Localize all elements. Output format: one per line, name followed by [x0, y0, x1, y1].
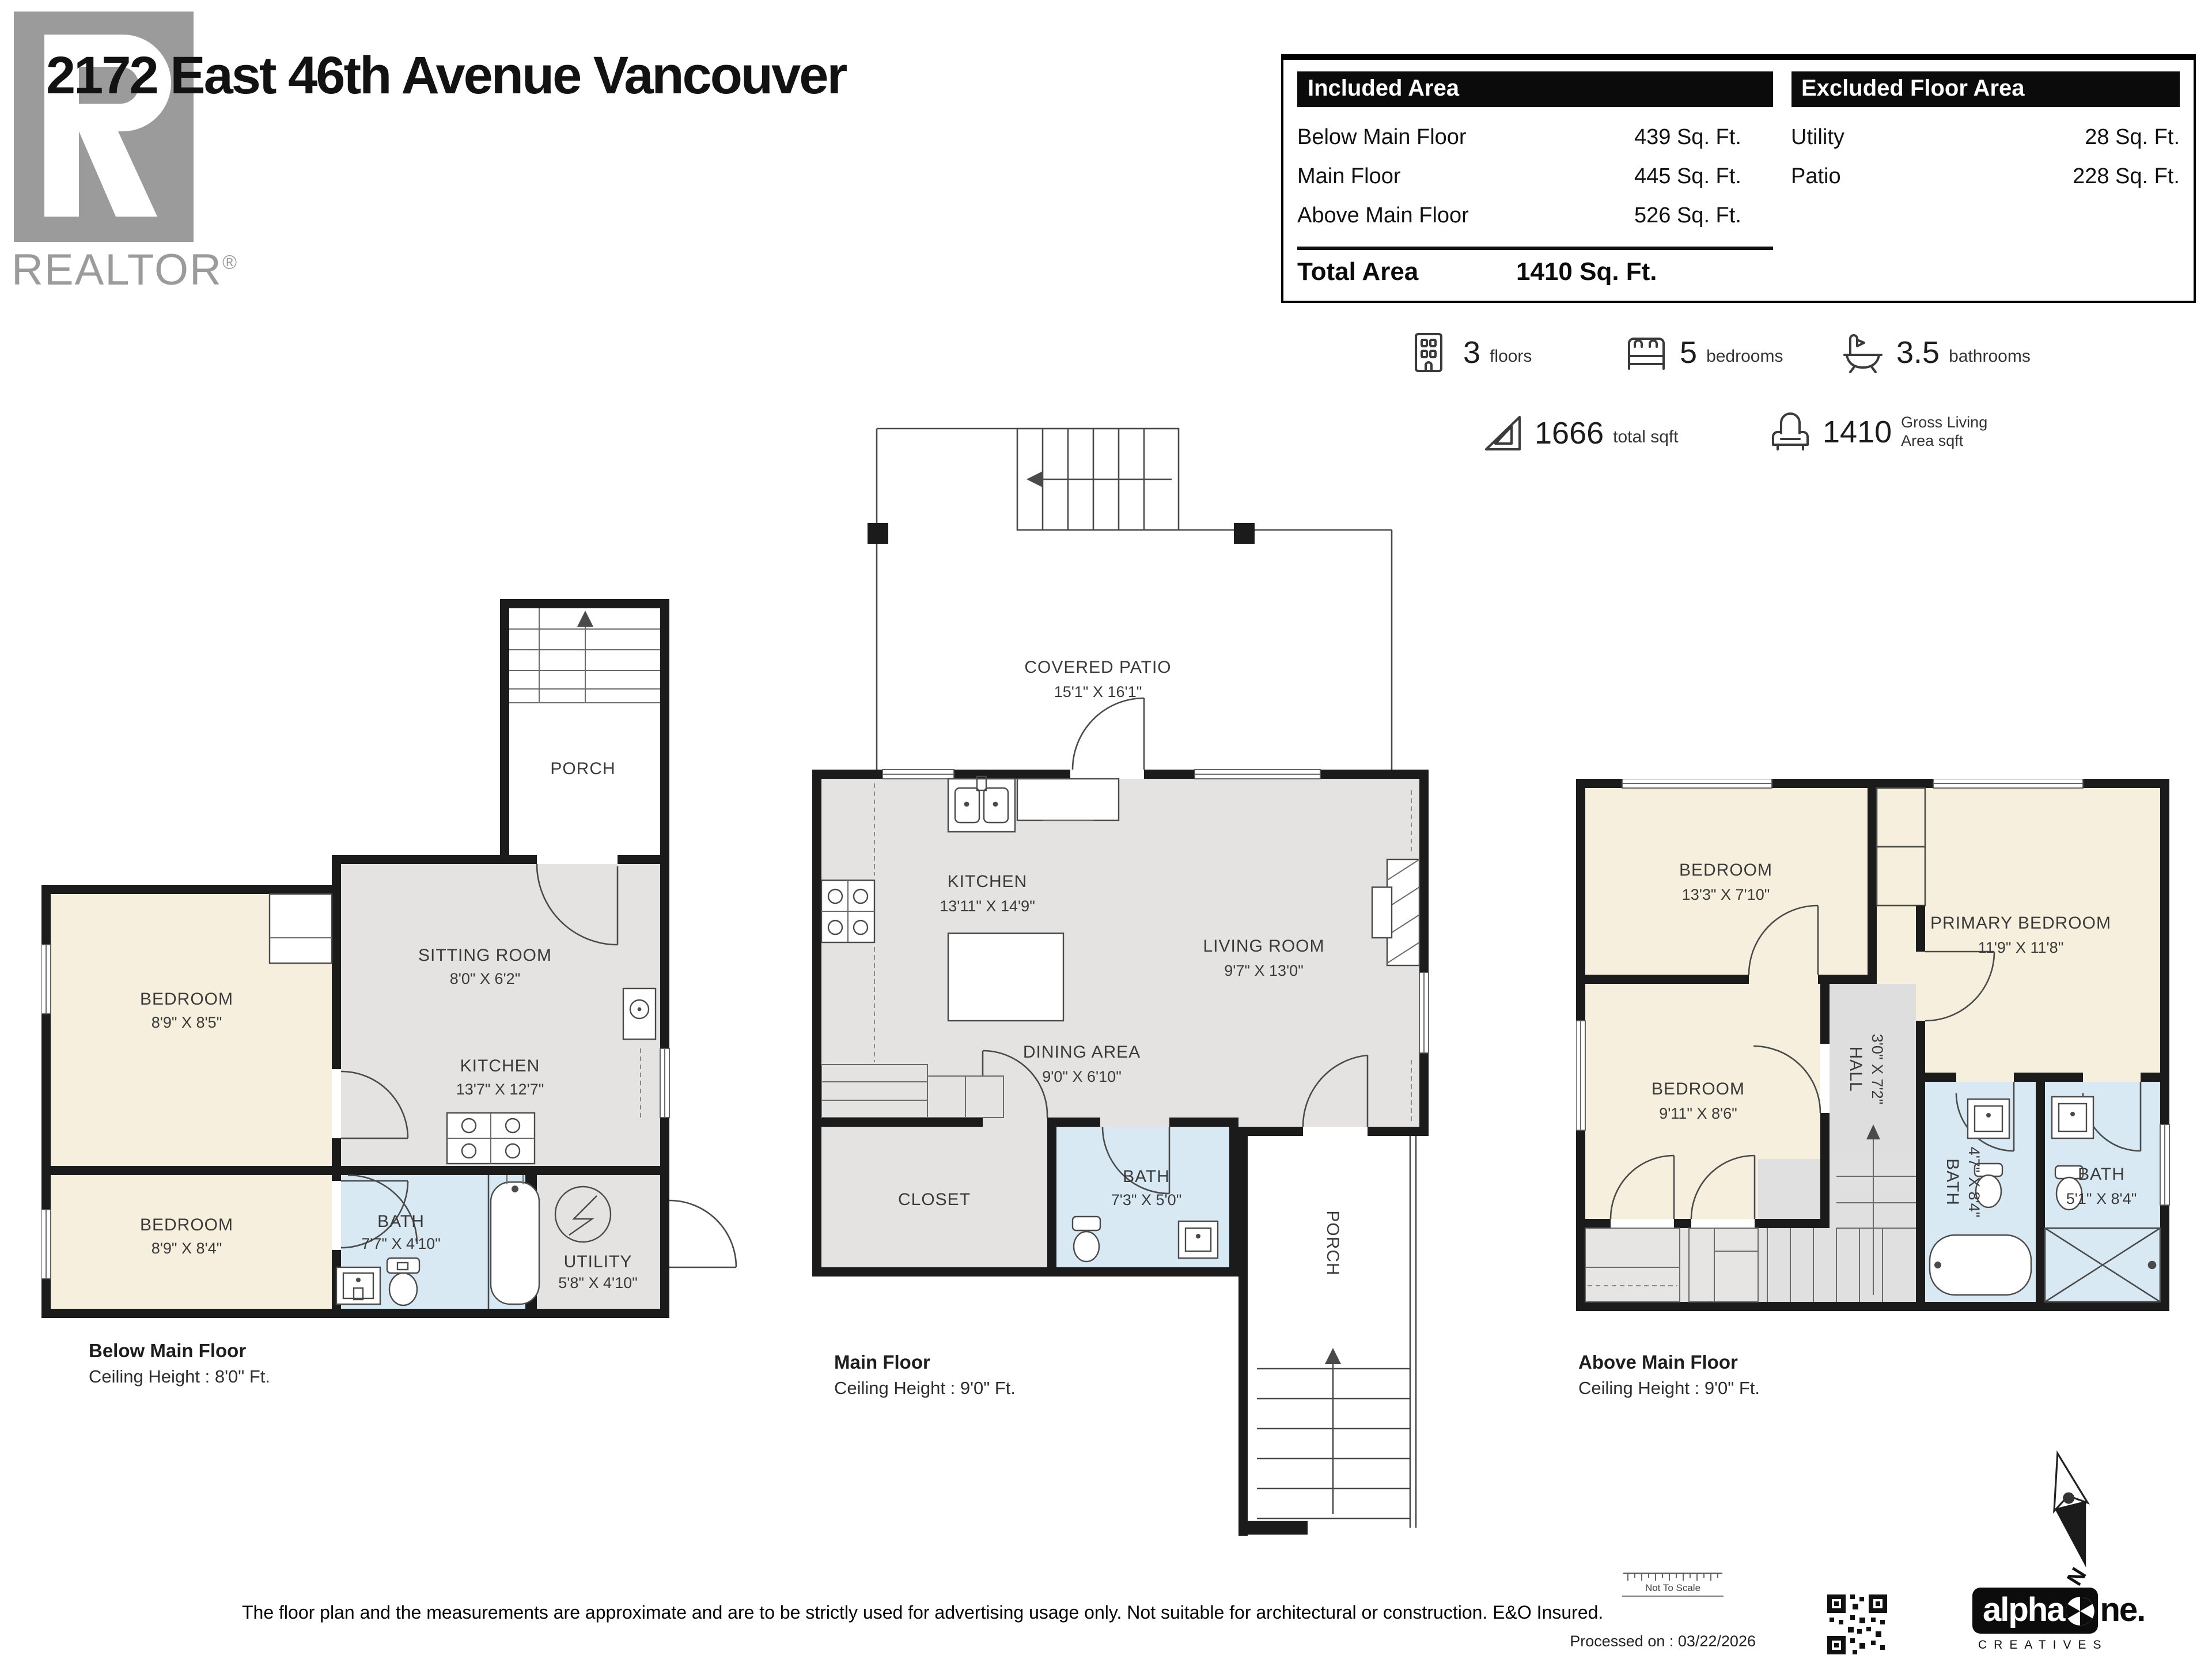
room-label: BEDROOM	[1651, 1080, 1745, 1099]
svg-text:9'0" X 6'10": 9'0" X 6'10"	[1042, 1068, 1122, 1085]
stat-gross-living: 1410 Gross Living Area sqft	[1767, 408, 1987, 456]
svg-text:8'9" X 8'4": 8'9" X 8'4"	[151, 1240, 222, 1257]
table-row: Patio 228 Sq. Ft.	[1791, 165, 2180, 190]
building-icon	[1408, 329, 1454, 376]
room-label: KITCHEN	[947, 872, 1028, 891]
svg-text:13'3" X 7'10": 13'3" X 7'10"	[1681, 886, 1770, 903]
toilet-icon	[1073, 1217, 1100, 1262]
stat-floors: 3 floors	[1408, 329, 1532, 376]
window	[41, 945, 51, 1014]
north-arrow-icon	[2035, 1447, 2108, 1605]
room-label: BATH	[377, 1212, 425, 1231]
sink-icon	[336, 1267, 380, 1304]
floor-plan-above-main	[1576, 779, 2212, 1320]
window	[660, 1048, 669, 1118]
disclaimer-text: The floor plan and the measurements are approximate and are to be strictly used for advertising usage only. Not suitable for architectural or construction. E&O Insured.	[242, 1604, 1604, 1623]
window	[1622, 779, 1772, 788]
room-label: BEDROOM	[1679, 861, 1773, 880]
stat-bathrooms: 3.5 bathrooms	[1839, 329, 2031, 376]
alphaone-creatives-logo: alpha ne. CREATIVES	[1972, 1588, 2145, 1652]
window	[1419, 972, 1429, 1053]
armchair-icon	[1767, 408, 1813, 456]
room-label: LIVING ROOM	[1203, 937, 1325, 956]
area-summary-table	[1281, 54, 2196, 302]
total-area-row: Total Area 1410 Sq. Ft.	[1297, 246, 1772, 286]
sink-icon	[1179, 1221, 1218, 1258]
shower-icon	[2045, 1228, 2160, 1302]
bathtub-icon	[1839, 329, 1887, 376]
caption-above-main: Above Main Floor Ceiling Height : 9'0" Ft.	[1578, 1353, 1760, 1399]
stat-bedrooms: 5 bedrooms	[1622, 329, 1783, 376]
svg-text:13'11" X 14'9": 13'11" X 14'9"	[940, 897, 1035, 915]
bathtub-fixture	[491, 1175, 539, 1304]
sink-icon	[1968, 1099, 2009, 1138]
room-label: PRIMARY BEDROOM	[1930, 914, 2111, 933]
svg-text:8'9" X 8'5": 8'9" X 8'5"	[151, 1014, 222, 1031]
room-label: PORCH	[550, 759, 616, 778]
floor-plan-below-main	[41, 599, 756, 1327]
room-label: DINING AREA	[1022, 1043, 1141, 1062]
sink-icon	[2052, 1097, 2093, 1138]
room-label: BATH	[1943, 1158, 1962, 1206]
svg-text:9'11" X 8'6": 9'11" X 8'6"	[1659, 1105, 1737, 1122]
svg-text:4'7" X 8'4": 4'7" X 8'4"	[1965, 1146, 1983, 1218]
table-row: Above Main Floor 526 Sq. Ft.	[1297, 204, 1741, 229]
svg-text:15'1" X 16'1": 15'1" X 16'1"	[1054, 683, 1142, 700]
stove-icon	[447, 1113, 535, 1164]
svg-text:7'7" X 4'10": 7'7" X 4'10"	[361, 1235, 441, 1252]
table-row: Below Main Floor 439 Sq. Ft.	[1297, 126, 1741, 150]
processed-date: Processed on : 03/22/2026	[1570, 1633, 1756, 1650]
kitchen-island	[948, 933, 1063, 1021]
bed-icon	[1622, 329, 1671, 376]
caption-below-main: Below Main Floor Ceiling Height : 8'0" Ft.	[89, 1341, 271, 1387]
kitchen-sink-icon	[948, 777, 1015, 832]
window	[1195, 770, 1320, 779]
room-label: BEDROOM	[139, 990, 234, 1009]
bathtub-fixture	[1930, 1235, 2031, 1295]
room-label: HALL	[1846, 1046, 1865, 1092]
gross-living-label: Gross Living Area sqft	[1901, 413, 1988, 449]
svg-text:N: N	[2062, 1563, 2092, 1590]
window	[2160, 1124, 2169, 1205]
svg-text:3'0" X 7'2": 3'0" X 7'2"	[1869, 1033, 1886, 1105]
window	[1576, 1021, 1585, 1130]
caption-main: Main Floor Ceiling Height : 9'0" Ft.	[834, 1353, 1016, 1399]
qr-code	[1825, 1592, 1889, 1659]
stat-total-sqft: 1666 total sqft	[1479, 410, 1679, 456]
svg-text:9'7" X 13'0": 9'7" X 13'0"	[1224, 962, 1304, 979]
room-label: UTILITY	[563, 1252, 632, 1271]
svg-text:11'9" X 11'8": 11'9" X 11'8"	[1978, 939, 2064, 956]
svg-text:Not To Scale: Not To Scale	[1645, 1582, 1701, 1593]
room-label: BATH	[2078, 1165, 2125, 1184]
room-label: BEDROOM	[139, 1215, 234, 1234]
svg-text:7'3" X 5'0": 7'3" X 5'0"	[1111, 1191, 1182, 1209]
window	[41, 1210, 51, 1279]
table-row: Utility 28 Sq. Ft.	[1791, 126, 2180, 150]
excluded-area-header: Excluded Floor Area	[1791, 71, 2180, 107]
table-row: Main Floor 445 Sq. Ft.	[1297, 165, 1741, 190]
window	[1933, 779, 2083, 788]
not-to-scale-icon	[1622, 1571, 1724, 1605]
room-label: BATH	[1123, 1167, 1170, 1186]
svg-text:13'7" X 12'7": 13'7" X 12'7"	[456, 1081, 544, 1098]
svg-text:5'8" X 4'10": 5'8" X 4'10"	[558, 1274, 638, 1291]
svg-text:5'1" X 8'4": 5'1" X 8'4"	[2066, 1190, 2137, 1207]
svg-text:8'0" X 6'2": 8'0" X 6'2"	[449, 970, 521, 987]
toilet-icon	[387, 1258, 419, 1305]
room-label: COVERED PATIO	[1024, 658, 1172, 677]
room-label: CLOSET	[897, 1190, 971, 1209]
window	[882, 770, 954, 779]
room-label: SITTING ROOM	[418, 946, 552, 965]
realtor-logo-text: REALTOR®	[12, 247, 238, 295]
stove-icon	[821, 880, 874, 942]
room-label: KITCHEN	[460, 1056, 540, 1075]
page-title: 2172 East 46th Avenue Vancouver	[46, 45, 846, 105]
room-label: PORCH	[1323, 1210, 1342, 1276]
included-area-header: Included Area	[1297, 71, 1772, 107]
